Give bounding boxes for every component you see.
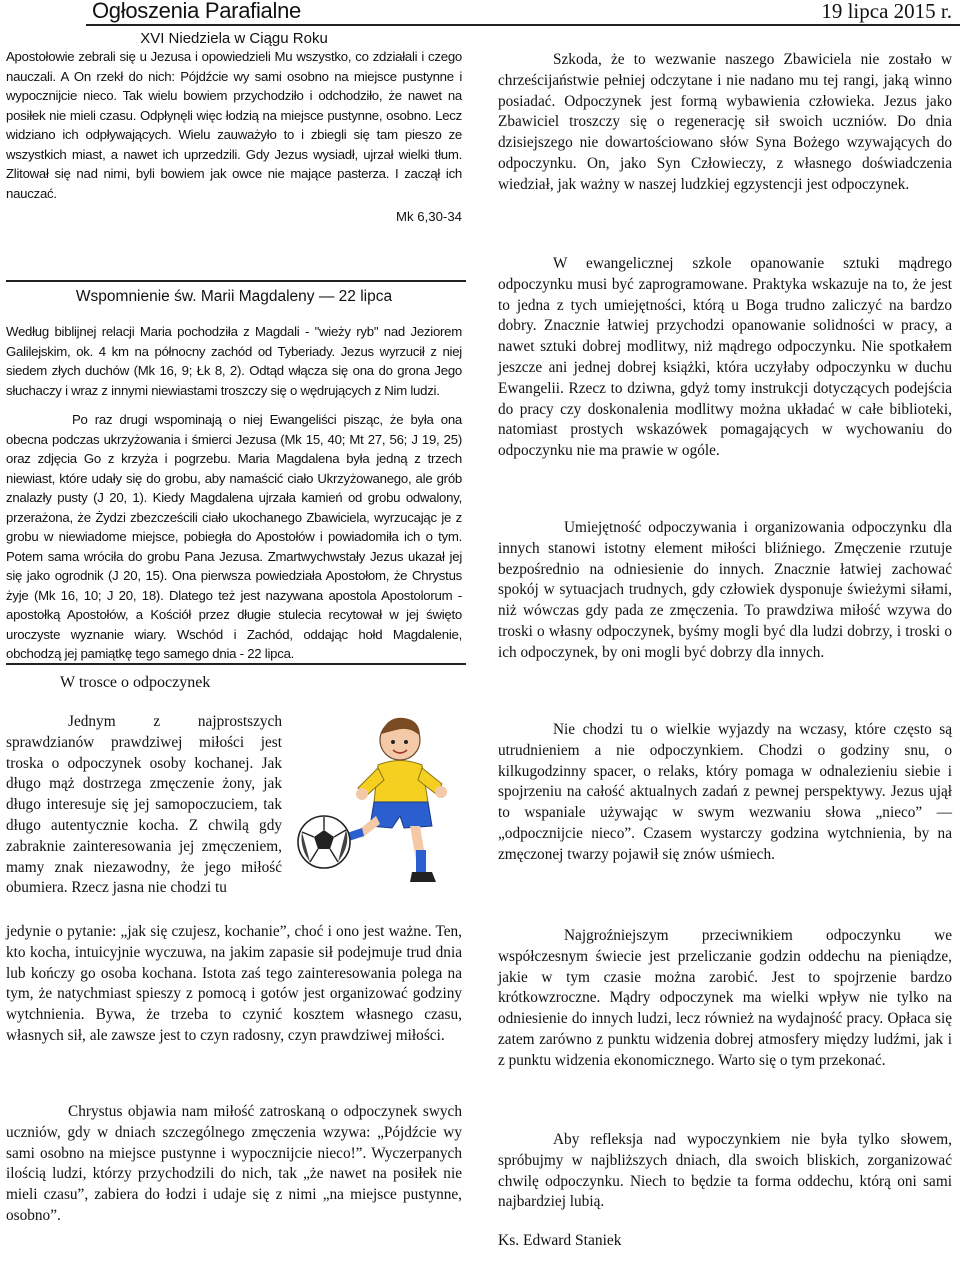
right-paragraph-4: Nie chodzi tu o wielkie wyjazdy na wczasy, które często są utrudnieniem a nie odpoczynkiem. Chodzi o godziny snu, o kilkugodzinny spacer, o relaks, który pomaga w odnalezieniu siebie i spojrzeniu na całość aktualnych zadań z pewnej perspektywy. Jezus ujął to wspaniale używając w swym wezwaniu słowa „nieco” — „odpocznijcie nieco”. Czasem wystarczy godzina wytchnienia, by na zmęczonej twarzy pojawił się znów uśmiech. <box>498 721 952 863</box>
right-paragraph-5: Najgroźniejszym przeciwnikiem odpoczynku we współczesnym świecie jest przeliczanie godzin oddechu na pieniądze, jakie w tym czasie można zarobić. Jest to spojrzenie bardzo krótkowzroczne. Mądry odpoczynek ma wielki wpływ nie tylko na odniesienie do innych ludzi, lecz również na wydajność pracy. Opłaca się zatem zarówno z punktu widzenia dobrej atmosfery między ludźmi, jak i z punktu widzenia ekonomicznego. Warto się o tym przekonać. <box>498 927 952 1069</box>
rest-title-block <box>60 674 360 692</box>
rest-paragraph-1-continued <box>6 922 462 1047</box>
magdalene-paragraph-2: Po raz drugi wspominają o niej Ewangeliści pisząc, że była ona obecna podczas ukrzyżowania i śmierci Jezusa (Mk 15, 40; Mt 27, 56; J 19, 25) oraz zdjęcia Go z krzyża i pogrzebu. Maria Magdalena była jedną z trzech niewiast, które udały się do grobu, aby namaścić ciało Ukrzyżowanego, ale grób znalazły pusty (J 20, 1). Kiedy Magdalena ujrzała kamień od grobu odwalony, przerażona, że Żydzi zbezcześcili ciało ukochanego Zbawiciela, wyrzucając je z grobu w niewiadome miejsce, pobiegła do Apostołów i powiadomiła ich o tym. Potem sama wróciła do grobu Pana Jezusa. Zmartwychwstały Jezus ukazał jej się jako ogrodnik (J 20, 15). Ona pierwsza powiedziała Apostołom, że Chrystus żyje (Mk 16, 10; J 20, 18). Dlatego też jest nazywana apostola Apostolorum - apostołką Apostołów, a Kościół przez długie stulecia recytował w jej święto uroczyste wyznanie wiary. Wschód i Zachód, oddając hołd Magdalenie, obchodzą jej pamiątkę tego samego dnia - 22 lipca. <box>6 412 462 661</box>
header-date: 19 lipca 2015 r. <box>821 0 952 23</box>
rest-paragraph-2-block <box>6 1102 462 1227</box>
gospel-reference: Mk 6,30-34 <box>396 209 462 224</box>
author-signature: Ks. Edward Staniek <box>498 1232 622 1249</box>
magdalene-title: Wspomnienie św. Marii Magdaleny — 22 lipca <box>75 288 393 305</box>
right-paragraph-2: W ewangelicznej szkole opanowanie sztuki mądrego odpoczynku musi być zaprogramowane. Praktyka wskazuje na to, że jest to jedna z tych umiejętności, którą u Boga trudno zaliczyć na bardzo dobry. Znacznie łatwiej przychodzi opanowanie solidności w pracy, a nawet sztuki dobrej modlitwy, niż mądrego odpoczynku. Nie spotkałem jeszcze ani jednej dobrej książki, która uczyłaby odpoczynku w duchu Ewangelii. Rzecz to dziwna, gdyż tomy instrukcji dotyczących podejścia do pracy czy doskonalenia modlitwy można układać w całe biblioteki, natomiast prostych wskazówek pomagających w wychowaniu do odpoczynku nie ma prawie w ogóle. <box>498 255 952 460</box>
right-paragraph-3: Umiejętność odpoczywania i organizowania odpoczynku dla innych stanowi istotny element miłości bliźniego. Zmęczenie rzutuje bezpośrednio na odniesienie do innych. Znacznie łatwiej zachować spokój w sytuacjach trudnych, gdy człowiek dysponuje świeżymi siłami, niż wówczas gdy pada ze zmęczenia. To prawdziwa miłość wzywa do troski o własny odpoczynek, byśmy mogli być dla ludzi dobrzy, i troski o ich odpoczynek, by oni mogli być dobrzy dla innych. <box>498 519 952 661</box>
magdalene-paragraph-1: Według biblijnej relacji Maria pochodziła z Magdali - "wieży ryb" nad Jeziorem Galilejskim, ok. 4 km na północny zachód od Tyberiady. Jezus wyrzucił z niej siedem złych duchów (Mk 16, 9; Łk 8, 2). Odtąd włącza się ona do grona Jego słuchaczy i wraz z innymi niewiastami troszczy się o wędrujących z Nim ludzi. <box>6 324 462 398</box>
right-paragraph-3-block <box>498 518 952 664</box>
magdalene-section <box>6 288 462 664</box>
right-paragraph-6: Aby refleksja nad wypoczynkiem nie była tylko słowem, spróbujmy w najbliższych dniach, dla swoich bliskich, zorganizować chwilę odpoczynku. Niech to będzie ta forma oddechu, którą oni sami najbardziej lubią. <box>498 1131 952 1211</box>
signature-block <box>498 1232 798 1250</box>
football-player-icon <box>292 710 462 895</box>
right-paragraph-4-block <box>498 720 952 866</box>
right-paragraph-1-block <box>498 50 952 196</box>
header-title: Ogłoszenia Parafialne <box>92 0 301 23</box>
gospel-title: XVI Niedziela w Ciągu Roku <box>140 30 328 47</box>
gospel-text: Apostołowie zebrali się u Jezusa i opowiedzieli Mu wszystko, co zdziałali i czego nauczali. A On rzekł do nich: Pójdźcie wy sami osobno na miejsce pustynne i wypocznijcie nieco. Tak wielu bowiem przychodziło i odchodziło, że nawet na posiłek nie mieli czasu. Odpłynęli więc łodzią na miejsce pustynne, osobno. Lecz widziano ich odpływających. Wielu zauważyło to i zbiegli się tam pieszo ze wszystkich miast, a nawet ich uprzedzili. Gdy Jezus wysiadł, ujrzał wielki tłum. Zlitował się nad nimi, byli bowiem jak owce nie mające pasterza. I zaczął ich nauczać. <box>6 49 462 201</box>
rest-paragraph-1-part-2: jedynie o pytanie: „jak się czujesz, kochanie”, choć i ono jest ważne. Ten, kto kocha, intuicyjnie wyczuwa, na jakim zapasie sił podejmuje trud dnia lub kończy go osoba kochana. Istota zaś tego zainteresowania polega na tym, że natychmiast spieszy z pomocą i gotów jest organizować godziny wytchnienia. Bywa, że trzeba to czynić kosztem własnego czasu, własnych sił, ale zawsze jest to czyn radosny, czyn prawdziwej miłości. <box>6 923 462 1044</box>
section-divider <box>6 663 466 665</box>
right-paragraph-2-block <box>498 254 952 462</box>
rest-paragraph-1-wrapped <box>6 712 282 899</box>
rest-paragraph-2: Chrystus objawia nam miłość zatroskaną o odpoczynek swych uczniów, gdy w dniach szczególnego zmęczenia wzywa: „Pójdźcie wy sami osobno na miejsce pustynne i wypocznijcie nieco!”. Wyczerpanych ilością ludzi, którzy przychodzili do nich, tak „że nawet na posiłek nie mieli czasu”, zabiera do łodzi i udaje się z nimi „na miejsce pustynne, osobno”. <box>6 1103 462 1224</box>
rest-title: W trosce o odpoczynek <box>60 674 211 691</box>
gospel-section <box>6 30 462 224</box>
rest-paragraph-1-part-1: Jednym z najprostszych sprawdzianów prawdziwej miłości jest troska o odpoczynek osoby kochanej. Jak długo mąż dostrzega zmęczenie żony, jak długo interesuje się jej samopoczuciem, tak długo autentycznie kocha. Z chwilą gdy zabraknie zainteresowania jej zmęczeniem, mamy znak niezawodny, że jego miłość obumiera. Rzecz jasna nie chodzi tu <box>6 713 282 897</box>
right-paragraph-1: Szkoda, że to wezwanie naszego Zbawiciela nie zostało w chrześcijaństwie pełniej odczytane i nie nadano mu tej rangi, jaką winno posiadać. Odpoczynek jest formą wybawienia człowieka. Jezus jako Zbawiciel troszczy się o regenerację sił swoich uczniów. Do dnia dzisiejszego nie dowartościowano słów Syna Bożego wzywających do odpoczynku. On, jako Syn Człowieczy, z własnego doświadczenia wiedział, jak ważny w naszej ludzkiej egzystencji jest odpoczynek. <box>498 51 952 193</box>
right-paragraph-6-block <box>498 1130 952 1213</box>
boy-with-ball-illustration <box>292 710 462 895</box>
header-rule <box>86 24 960 26</box>
page-header <box>0 0 960 24</box>
right-paragraph-5-block <box>498 926 952 1072</box>
section-divider <box>6 280 466 282</box>
